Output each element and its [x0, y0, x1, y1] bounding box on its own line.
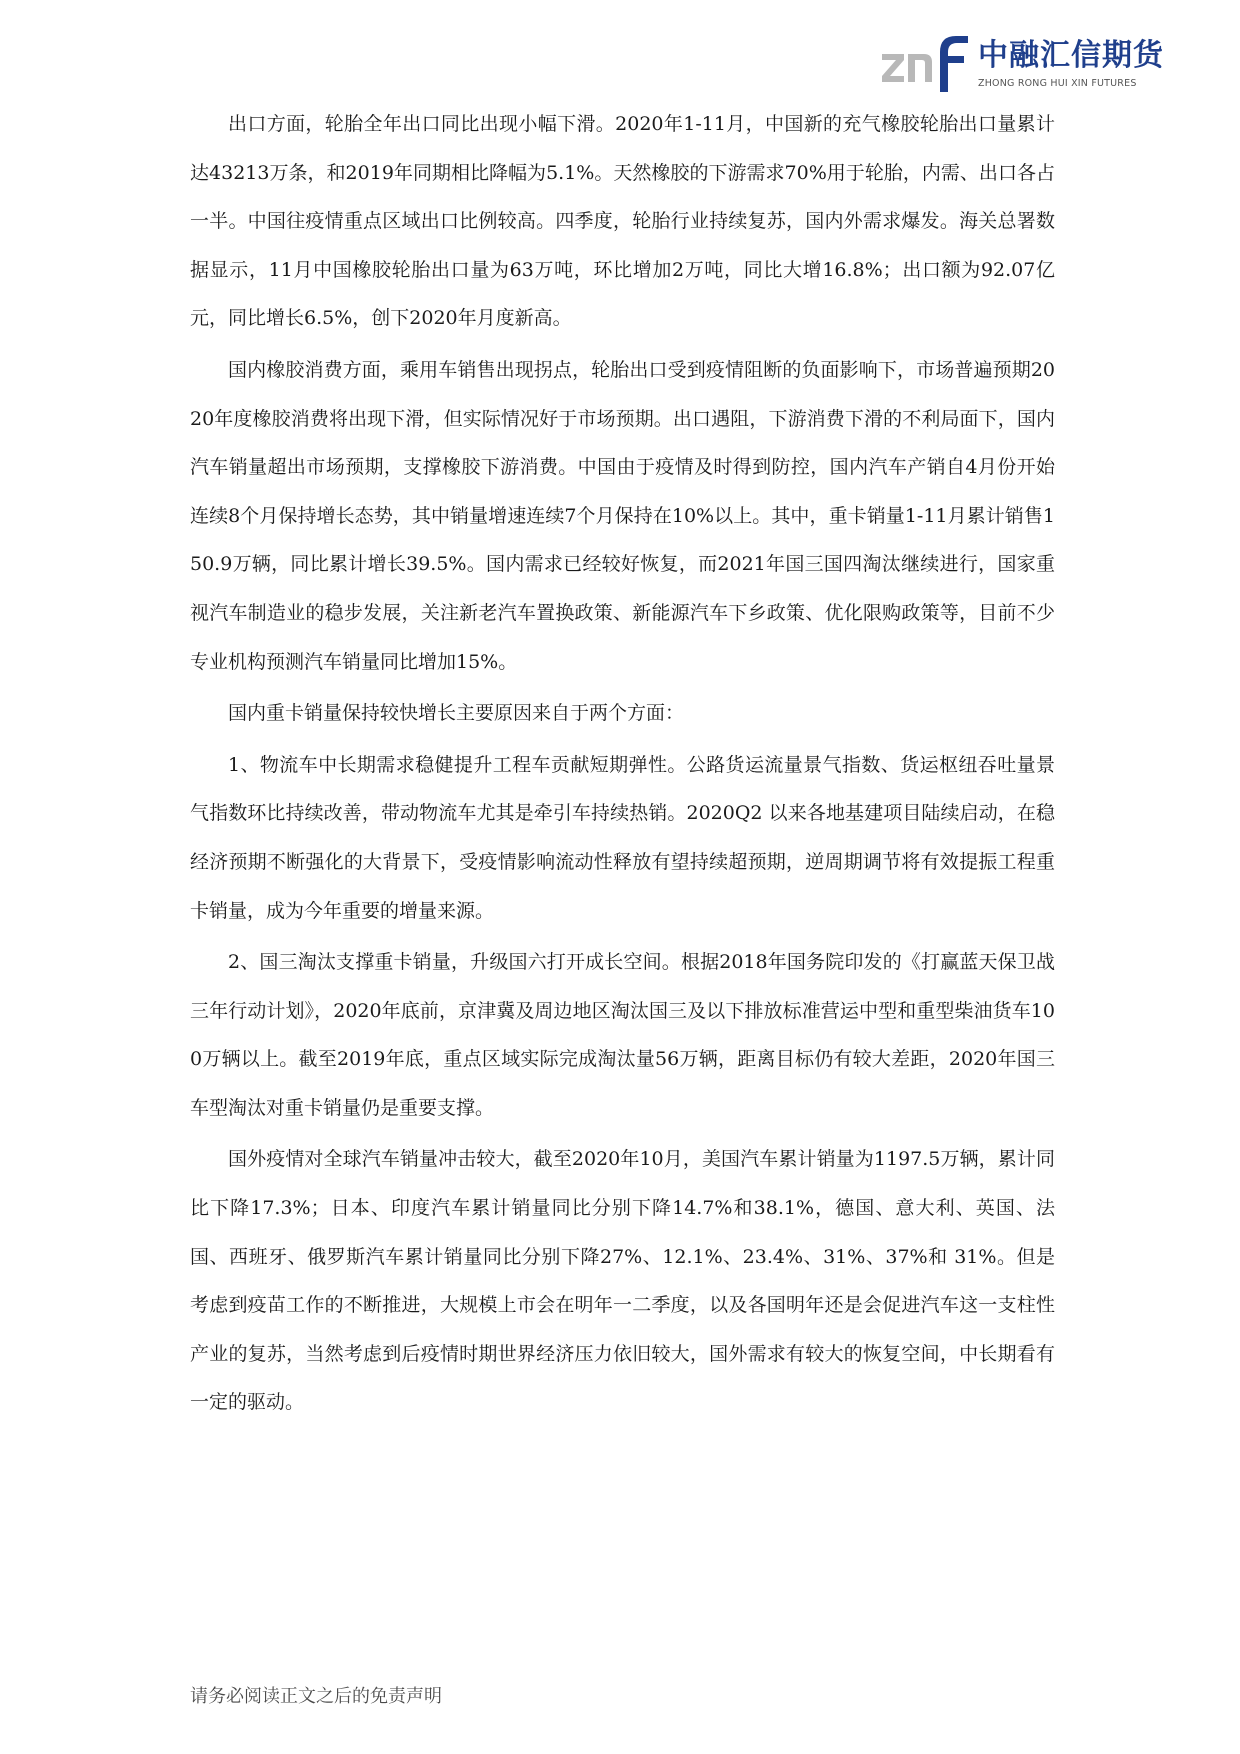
paragraph-reason-logistics: 1、物流车中长期需求稳健提升工程车贡献短期弹性。公路货运流量景气指数、货运枢纽吞吐量景气指数环比持续改善，带动物流车尤其是牵引车持续热销。2020Q2 以来各地基建项目陆续启动，在稳经济预期不断强化的大背景下，受疫情影响流动性释放有望持续超预期，逆周期调节将有效提振工程重卡销量，成为今年重要的增量来源。 [190, 753, 1055, 922]
header-logo [880, 30, 1170, 94]
paragraph-tire-exports: 出口方面，轮胎全年出口同比出现小幅下滑。2020年1-11月，中国新的充气橡胶轮胎出口量累计达43213万条，和2019年同期相比降幅为5.1%。天然橡胶的下游需求70%用于轮胎，内需、出口各占一半。中国往疫情重点区域出口比例较高。四季度，轮胎行业持续复苏，国内外需求爆发。海关总署数据显示，11月中国橡胶轮胎出口量为63万吨，环比增加2万吨，同比大增16.8%；出口额为92.07亿元，同比增长6.5%，创下2020年月度新高。 [190, 113, 1055, 330]
paragraph-reason-emissions: 2、国三淘汰支撑重卡销量，升级国六打开成长空间。根据2018年国务院印发的《打赢蓝天保卫战三年行动计划》，2020年底前，京津冀及周边地区淘汰国三及以下排放标准营运中型和重型柴油货车100万辆以上。截至2019年底，重点区域实际完成淘汰量56万辆，距离目标仍有较大差距，2020年国三车型淘汰对重卡销量仍是重要支撑。 [190, 951, 1055, 1119]
paragraph-heavy-truck-reasons: 国内重卡销量保持较快增长主要原因来自于两个方面： [228, 702, 685, 725]
znf-logo-icon [880, 30, 972, 94]
paragraph-domestic-consumption: 国内橡胶消费方面，乘用车销售出现拐点，轮胎出口受到疫情阻断的负面影响下，市场普遍预期2020年度橡胶消费将出现下滑，但实际情况好于市场预期。出口遇阻，下游消费下滑的不利局面下，国内汽车销量超出市场预期，支撑橡胶下游消费。中国由于疫情及时得到防控，国内汽车产销自4月份开始连续8个月保持增长态势，其中销量增速连续7个月保持在10%以上。其中，重卡销量1-11月累计销售150.9万辆，同比累计增长39.5%。国内需求已经较好恢复，而2021年国三国四淘汰继续进行，国家重视汽车制造业的稳步发展，关注新老汽车置换政策、新能源汽车下乡政策、优化限购政策等，目前不少专业机构预测汽车销量同比增加15%。 [190, 358, 1055, 673]
body-content [190, 100, 1055, 1430]
logo-text-cn: 中融汇信期货 [978, 38, 1164, 73]
logo-text-en: ZHONG RONG HUI XIN FUTURES [978, 78, 1137, 89]
footer-disclaimer: 请务必阅读正文之后的免责声明 [190, 1686, 442, 1707]
paragraph-overseas-sales: 国外疫情对全球汽车销量冲击较大，截至2020年10月，美国汽车累计销量为1197.5万辆，累计同比下降17.3%；日本、印度汽车累计销量同比分别下降14.7%和38.1%，德国、意大利、英国、法国、西班牙、俄罗斯汽车累计销量同比分别下降27%、12.1%、23.4%、31%、37%和 31%。但是考虑到疫苗工作的不断推进，大规模上市会在明年一二季度，以及各国明年还是会促进汽车这一支柱性产业的复苏，当然考虑到后疫情时期世界经济压力依旧较大，国外需求有较大的恢复空间，中长期看有一定的驱动。 [190, 1148, 1055, 1414]
